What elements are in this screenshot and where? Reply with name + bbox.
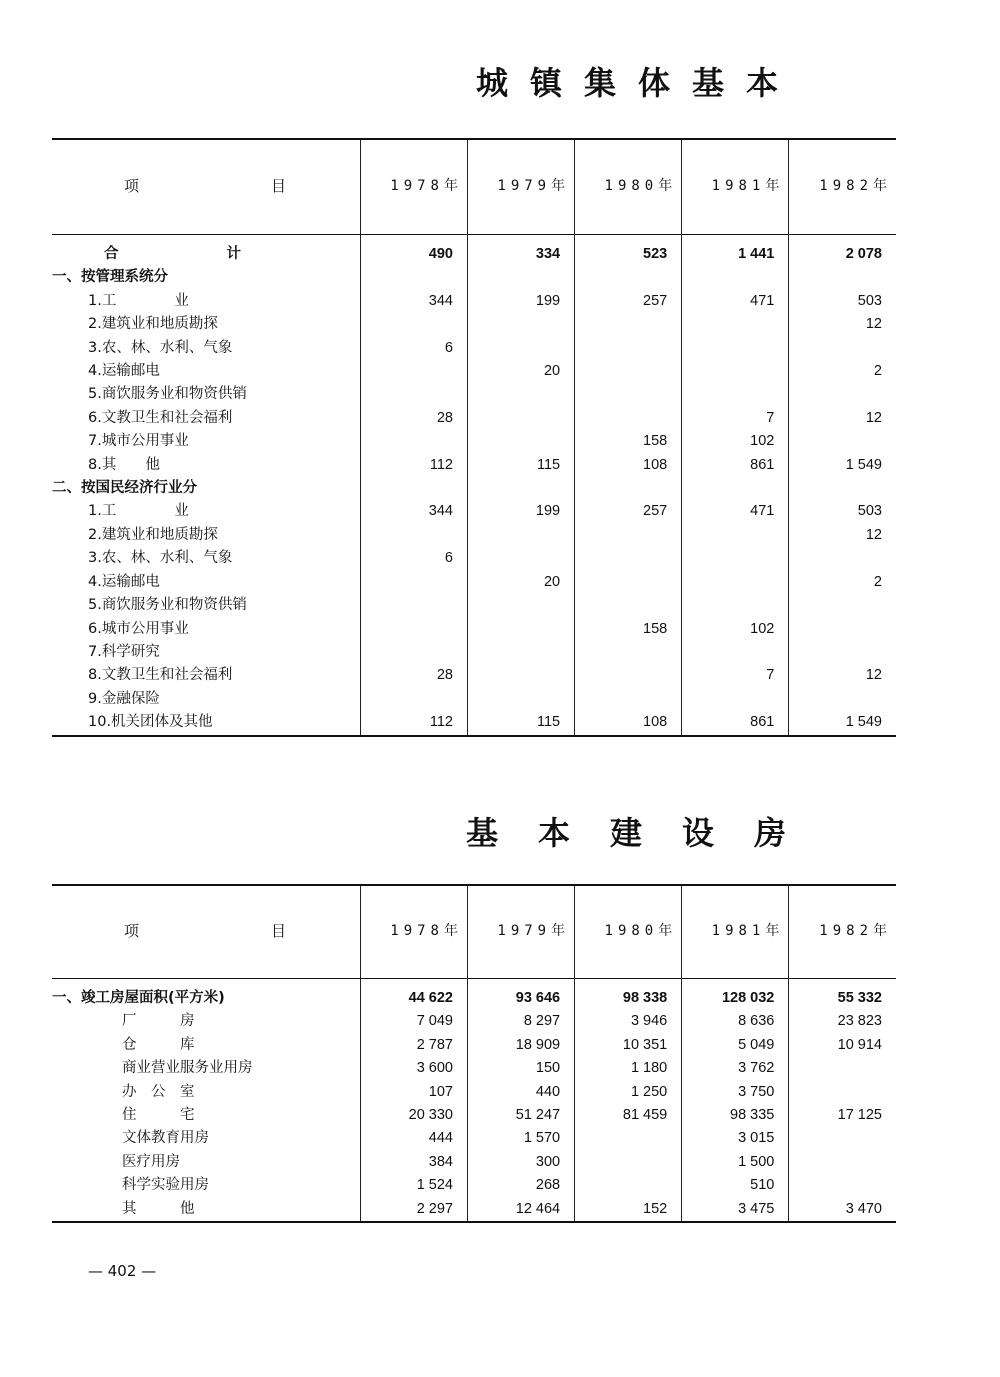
value-cell: 199 [467, 290, 574, 313]
value-cell: 3 470 [789, 1198, 896, 1222]
value-cell [575, 664, 682, 687]
year-header: 1979年 [467, 885, 574, 979]
value-cell: 344 [360, 290, 467, 313]
value-cell: 3 762 [682, 1057, 789, 1080]
value-cell [575, 266, 682, 289]
value-cell [789, 1081, 896, 1104]
row-label: 3.农、林、水利、气象 [88, 339, 233, 356]
row-label: 7.科学研究 [88, 643, 160, 660]
row-label: 一、按管理系统分 [52, 269, 168, 286]
value-cell: 1 549 [789, 711, 896, 735]
value-cell [789, 1151, 896, 1174]
value-cell: 2 [789, 360, 896, 383]
table-row [52, 547, 896, 570]
row-label: 厂 房 [122, 1013, 195, 1030]
table-row [52, 1104, 896, 1127]
value-cell: 5 049 [682, 1034, 789, 1057]
value-cell [789, 1057, 896, 1080]
value-cell: 55 332 [789, 979, 896, 1011]
value-cell [682, 383, 789, 406]
value-cell [575, 524, 682, 547]
value-cell: 257 [575, 500, 682, 523]
value-cell: 257 [575, 290, 682, 313]
year-header: 1978年 [360, 139, 467, 235]
value-cell: 6 [360, 337, 467, 360]
value-cell: 81 459 [575, 1104, 682, 1127]
table-row [52, 360, 896, 383]
value-cell: 334 [467, 235, 574, 267]
value-cell: 115 [467, 711, 574, 735]
value-cell [360, 641, 467, 664]
table-row [52, 571, 896, 594]
value-cell: 300 [467, 1151, 574, 1174]
value-cell: 7 [682, 407, 789, 430]
row-label: 科学实验用房 [122, 1177, 209, 1194]
row-label: 合 计 [104, 246, 241, 262]
table-row [52, 641, 896, 664]
row-label: 5.商饮服务业和物资供销 [88, 386, 247, 403]
year-header: 1982年 [789, 139, 896, 235]
year-header: 1978年 [360, 885, 467, 979]
value-cell [360, 618, 467, 641]
value-cell [575, 360, 682, 383]
value-cell [789, 477, 896, 500]
value-cell: 12 [789, 664, 896, 687]
value-cell: 20 [467, 571, 574, 594]
value-cell [682, 360, 789, 383]
year-header: 1979年 [467, 139, 574, 235]
value-cell: 3 946 [575, 1010, 682, 1033]
value-cell [360, 266, 467, 289]
value-cell: 115 [467, 454, 574, 477]
value-cell: 471 [682, 500, 789, 523]
table-row [52, 1010, 896, 1033]
row-label: 1.工 业 [88, 292, 189, 309]
section-2-title: 基本建设房 [466, 814, 827, 852]
value-cell: 268 [467, 1174, 574, 1197]
section-1-title: 城镇集体基本 [476, 64, 801, 102]
value-cell: 2 078 [789, 235, 896, 267]
table-header-row [52, 139, 896, 235]
value-cell: 28 [360, 664, 467, 687]
value-cell: 199 [467, 500, 574, 523]
value-cell: 51 247 [467, 1104, 574, 1127]
value-cell [360, 477, 467, 500]
value-cell: 7 [682, 664, 789, 687]
value-cell: 152 [575, 1198, 682, 1222]
value-cell [682, 524, 789, 547]
table-row [52, 711, 896, 735]
value-cell: 3 600 [360, 1057, 467, 1080]
value-cell [467, 430, 574, 453]
value-cell: 523 [575, 235, 682, 267]
item-column-header: 项 目 [52, 885, 360, 979]
row-label: 其 他 [122, 1200, 195, 1217]
value-cell: 1 500 [682, 1151, 789, 1174]
value-cell [575, 407, 682, 430]
value-cell: 158 [575, 430, 682, 453]
value-cell: 861 [682, 711, 789, 735]
value-cell: 1 524 [360, 1174, 467, 1197]
value-cell: 20 330 [360, 1104, 467, 1127]
value-cell [360, 571, 467, 594]
value-cell [467, 594, 574, 617]
value-cell [789, 641, 896, 664]
row-label: 2.建筑业和地质勘探 [88, 526, 218, 543]
page-number: — 402 — [88, 1262, 157, 1280]
construction-housing-table [52, 884, 896, 1223]
value-cell [467, 337, 574, 360]
value-cell [575, 688, 682, 711]
value-cell: 2 [789, 571, 896, 594]
value-cell [575, 594, 682, 617]
value-cell [682, 688, 789, 711]
value-cell [789, 266, 896, 289]
value-cell [575, 477, 682, 500]
value-cell [575, 337, 682, 360]
table-row [52, 235, 896, 267]
value-cell [467, 313, 574, 336]
collective-units-table [52, 138, 896, 737]
value-cell: 1 570 [467, 1127, 574, 1150]
value-cell [575, 1151, 682, 1174]
value-cell [360, 383, 467, 406]
value-cell [682, 547, 789, 570]
value-cell [360, 594, 467, 617]
value-cell [467, 266, 574, 289]
row-label: 二、按国民经济行业分 [52, 480, 197, 497]
row-label: 办 公 室 [122, 1083, 195, 1100]
value-cell [467, 547, 574, 570]
table-row [52, 524, 896, 547]
value-cell [467, 664, 574, 687]
value-cell [789, 430, 896, 453]
value-cell: 490 [360, 235, 467, 267]
value-cell [467, 688, 574, 711]
value-cell: 18 909 [467, 1034, 574, 1057]
table-row [52, 1198, 896, 1222]
value-cell: 1 180 [575, 1057, 682, 1080]
year-header: 1981年 [682, 139, 789, 235]
value-cell: 102 [682, 618, 789, 641]
value-cell [789, 337, 896, 360]
value-cell: 384 [360, 1151, 467, 1174]
value-cell [467, 477, 574, 500]
value-cell: 503 [789, 290, 896, 313]
value-cell: 1 441 [682, 235, 789, 267]
row-label: 2.建筑业和地质勘探 [88, 316, 218, 333]
table-row [52, 618, 896, 641]
table-row [52, 1127, 896, 1150]
table-header-row [52, 885, 896, 979]
row-label: 商业营业服务业用房 [122, 1060, 253, 1077]
value-cell [575, 1127, 682, 1150]
value-cell [360, 430, 467, 453]
table-row [52, 383, 896, 406]
value-cell: 3 750 [682, 1081, 789, 1104]
value-cell: 344 [360, 500, 467, 523]
table-row [52, 1081, 896, 1104]
value-cell: 2 297 [360, 1198, 467, 1222]
row-label: 仓 库 [122, 1036, 195, 1053]
table-row [52, 266, 896, 289]
value-cell: 440 [467, 1081, 574, 1104]
value-cell [575, 383, 682, 406]
row-label: 5.商饮服务业和物资供销 [88, 597, 247, 614]
table-row [52, 1151, 896, 1174]
row-label: 4.运输邮电 [88, 573, 160, 590]
value-cell: 44 622 [360, 979, 467, 1011]
value-cell: 503 [789, 500, 896, 523]
value-cell: 1 549 [789, 454, 896, 477]
value-cell: 12 [789, 407, 896, 430]
row-label: 8.文教卫生和社会福利 [88, 667, 233, 684]
row-label: 6.城市公用事业 [88, 620, 189, 637]
table-row [52, 664, 896, 687]
value-cell [575, 641, 682, 664]
row-label: 3.农、林、水利、气象 [88, 550, 233, 567]
value-cell [789, 1174, 896, 1197]
row-label: 4.运输邮电 [88, 363, 160, 380]
value-cell: 3 015 [682, 1127, 789, 1150]
value-cell [360, 688, 467, 711]
value-cell: 112 [360, 711, 467, 735]
year-header: 1982年 [789, 885, 896, 979]
value-cell: 28 [360, 407, 467, 430]
value-cell: 10 914 [789, 1034, 896, 1057]
value-cell [682, 594, 789, 617]
value-cell: 1 250 [575, 1081, 682, 1104]
value-cell: 107 [360, 1081, 467, 1104]
value-cell [789, 383, 896, 406]
value-cell: 102 [682, 430, 789, 453]
value-cell [682, 477, 789, 500]
table-row [52, 407, 896, 430]
value-cell [789, 618, 896, 641]
value-cell: 112 [360, 454, 467, 477]
value-cell [682, 641, 789, 664]
table-row [52, 454, 896, 477]
value-cell: 3 475 [682, 1198, 789, 1222]
value-cell [575, 547, 682, 570]
value-cell: 98 335 [682, 1104, 789, 1127]
table-row [52, 688, 896, 711]
value-cell [789, 594, 896, 617]
value-cell [682, 266, 789, 289]
value-cell: 2 787 [360, 1034, 467, 1057]
value-cell [682, 313, 789, 336]
value-cell: 12 [789, 524, 896, 547]
table-row [52, 500, 896, 523]
value-cell: 444 [360, 1127, 467, 1150]
value-cell [467, 641, 574, 664]
row-label: 10.机关团体及其他 [88, 714, 213, 731]
table-row [52, 1034, 896, 1057]
table-row [52, 594, 896, 617]
table-row [52, 1174, 896, 1197]
value-cell: 7 049 [360, 1010, 467, 1033]
row-label: 一、竣工房屋面积(平方米) [52, 990, 225, 1006]
value-cell: 98 338 [575, 979, 682, 1011]
table-row [52, 1057, 896, 1080]
value-cell [575, 571, 682, 594]
row-label: 文体教育用房 [122, 1130, 209, 1147]
value-cell: 128 032 [682, 979, 789, 1011]
value-cell [789, 547, 896, 570]
row-label: 9.金融保险 [88, 690, 160, 707]
value-cell [575, 313, 682, 336]
value-cell: 6 [360, 547, 467, 570]
table-row [52, 477, 896, 500]
value-cell [467, 383, 574, 406]
value-cell [789, 688, 896, 711]
year-header: 1980年 [575, 139, 682, 235]
value-cell [789, 1127, 896, 1150]
table-row [52, 290, 896, 313]
value-cell [360, 524, 467, 547]
year-header: 1981年 [682, 885, 789, 979]
row-label: 医疗用房 [122, 1153, 180, 1170]
row-label: 住 宅 [122, 1107, 195, 1124]
value-cell [682, 337, 789, 360]
value-cell: 108 [575, 454, 682, 477]
row-label: 6.文教卫生和社会福利 [88, 409, 233, 426]
row-label: 8.其 他 [88, 456, 160, 473]
item-column-header: 项 目 [52, 139, 360, 235]
value-cell: 23 823 [789, 1010, 896, 1033]
value-cell: 12 464 [467, 1198, 574, 1222]
value-cell [467, 407, 574, 430]
year-header: 1980年 [575, 885, 682, 979]
value-cell [360, 313, 467, 336]
value-cell [467, 618, 574, 641]
value-cell: 150 [467, 1057, 574, 1080]
value-cell: 10 351 [575, 1034, 682, 1057]
value-cell: 12 [789, 313, 896, 336]
table-row [52, 337, 896, 360]
table-row [52, 979, 896, 1011]
value-cell [360, 360, 467, 383]
value-cell: 8 636 [682, 1010, 789, 1033]
value-cell: 158 [575, 618, 682, 641]
row-label: 7.城市公用事业 [88, 433, 189, 450]
value-cell: 93 646 [467, 979, 574, 1011]
table-row [52, 313, 896, 336]
table-row [52, 430, 896, 453]
value-cell: 510 [682, 1174, 789, 1197]
row-label: 1.工 业 [88, 503, 189, 520]
value-cell [682, 571, 789, 594]
value-cell: 20 [467, 360, 574, 383]
value-cell [467, 524, 574, 547]
value-cell: 8 297 [467, 1010, 574, 1033]
value-cell [575, 1174, 682, 1197]
value-cell: 861 [682, 454, 789, 477]
value-cell: 471 [682, 290, 789, 313]
value-cell: 17 125 [789, 1104, 896, 1127]
value-cell: 108 [575, 711, 682, 735]
